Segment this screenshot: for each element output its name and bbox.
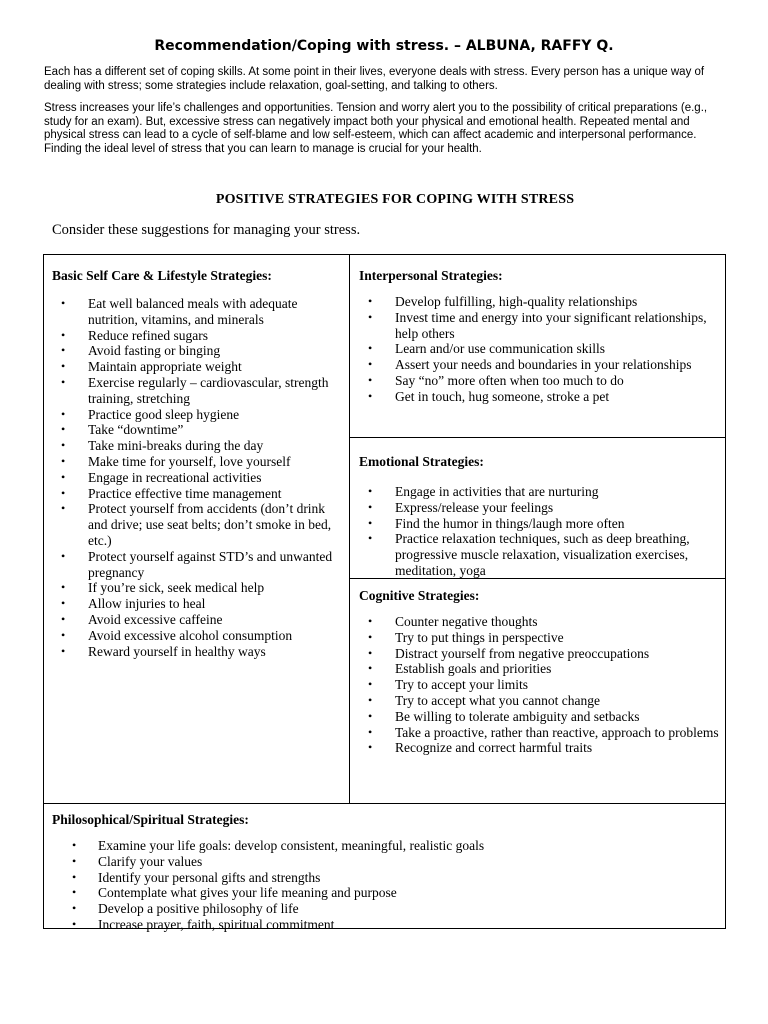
list-item bbox=[359, 373, 721, 389]
list-item-text: Develop a positive philosophy of life bbox=[98, 901, 299, 917]
list-item-text: Practice relaxation techniques, such as deep breathing, progressive muscle relaxation, visualization exercises, meditation, yoga bbox=[395, 531, 690, 578]
bullet-icon: • bbox=[72, 853, 77, 868]
list-item-text: Assert your needs and boundaries in your relationships bbox=[395, 357, 692, 373]
list-item-text: Express/release your feelings bbox=[395, 499, 554, 515]
list-item bbox=[52, 838, 720, 854]
cognitive-strategies-list bbox=[359, 614, 721, 756]
bullet-icon: • bbox=[72, 901, 77, 916]
list-item bbox=[359, 614, 721, 630]
list-item-text: Clarify your values bbox=[98, 853, 203, 869]
list-item bbox=[52, 612, 344, 628]
list-item-text: Get in touch, hug someone, stroke a pet bbox=[395, 388, 610, 404]
interpersonal-strategies-box bbox=[359, 268, 721, 405]
bullet-icon: • bbox=[61, 422, 66, 437]
list-item-text: Try to accept your limits bbox=[395, 677, 528, 693]
list-item bbox=[52, 296, 344, 328]
emotional-strategies-heading: Emotional Strategies: bbox=[359, 454, 484, 469]
list-item bbox=[52, 549, 344, 581]
list-item-text: Engage in recreational activities bbox=[88, 469, 262, 485]
list-item-text: Protect yourself from accidents (don’t drink and drive; use seat belts; don’t smoke in bed, etc.) bbox=[88, 501, 332, 548]
list-item-text: Avoid fasting or binging bbox=[88, 343, 221, 359]
bullet-icon: • bbox=[61, 611, 66, 626]
list-item bbox=[359, 677, 721, 693]
bullet-icon: • bbox=[368, 661, 373, 676]
list-item bbox=[359, 740, 721, 756]
bullet-icon: • bbox=[368, 531, 373, 546]
list-item bbox=[359, 516, 721, 532]
list-item-text: Protect yourself against STD’s and unwanted pregnancy bbox=[88, 548, 333, 580]
basic-strategies-list bbox=[52, 296, 344, 659]
intro-paragraph-1: Each has a different set of coping skills. At some point in their lives, everyone deals with stress. Every person has a unique way of dealing with stress; some strategies include relaxation, goal-setting, and talking to others. bbox=[44, 66, 705, 92]
list-item-text: Eat well balanced meals with adequate nutrition, vitamins, and minerals bbox=[88, 296, 298, 327]
bullet-icon: • bbox=[61, 374, 66, 389]
list-item-text: Avoid excessive alcohol consumption bbox=[88, 627, 293, 643]
list-item-text: Counter negative thoughts bbox=[395, 614, 538, 629]
list-item bbox=[359, 310, 721, 342]
bullet-icon: • bbox=[368, 692, 373, 707]
list-item-text: Invest time and energy into your significant relationships, help others bbox=[395, 309, 707, 341]
list-item-text: Engage in activities that are nurturing bbox=[395, 484, 599, 499]
bullet-icon: • bbox=[368, 484, 373, 498]
list-item-text: Identify your personal gifts and strengths bbox=[98, 869, 321, 885]
figure-subtitle: Consider these suggestions for managing your stress. bbox=[52, 222, 361, 238]
bullet-icon: • bbox=[368, 708, 373, 723]
bullet-icon: • bbox=[72, 916, 77, 931]
emotional-strategies-list bbox=[359, 484, 721, 579]
bullet-icon: • bbox=[368, 341, 373, 356]
bullet-icon: • bbox=[61, 469, 66, 484]
list-item bbox=[52, 917, 720, 933]
bullet-icon: • bbox=[72, 869, 77, 884]
bullet-icon: • bbox=[368, 629, 373, 644]
list-item bbox=[52, 486, 344, 502]
bullet-icon: • bbox=[61, 343, 66, 358]
bullet-icon: • bbox=[61, 406, 66, 421]
list-item-text: Try to accept what you cannot change bbox=[395, 692, 600, 708]
list-item bbox=[359, 693, 721, 709]
interpersonal-strategies-list bbox=[359, 294, 721, 405]
column-divider bbox=[349, 254, 350, 803]
list-item bbox=[52, 644, 344, 660]
list-item bbox=[52, 854, 720, 870]
list-item bbox=[52, 375, 344, 407]
list-item-text: Distract yourself from negative preoccupations bbox=[395, 645, 650, 661]
list-item bbox=[359, 531, 721, 578]
cognitive-strategies-heading: Cognitive Strategies: bbox=[359, 588, 480, 603]
list-item bbox=[52, 407, 344, 423]
bullet-icon: • bbox=[61, 485, 66, 500]
list-item bbox=[359, 389, 721, 405]
bullet-icon: • bbox=[61, 296, 66, 310]
bullet-icon: • bbox=[368, 309, 373, 324]
list-item bbox=[52, 470, 344, 486]
list-item bbox=[52, 359, 344, 375]
list-item-text: Take a proactive, rather than reactive, approach to problems bbox=[395, 724, 719, 740]
bullet-icon: • bbox=[61, 327, 66, 342]
list-item bbox=[359, 725, 721, 741]
emotional-strategies-box bbox=[359, 454, 721, 579]
list-item bbox=[52, 501, 344, 548]
list-item bbox=[359, 500, 721, 516]
list-item bbox=[52, 901, 720, 917]
interpersonal-strategies-heading: Interpersonal Strategies: bbox=[359, 268, 503, 283]
bullet-icon: • bbox=[368, 388, 373, 403]
list-item bbox=[52, 580, 344, 596]
bullet-icon: • bbox=[368, 294, 373, 308]
list-item bbox=[359, 294, 721, 310]
bullet-icon: • bbox=[368, 677, 373, 692]
basic-strategies-heading: Basic Self Care & Lifestyle Strategies: bbox=[52, 268, 272, 283]
list-item-text: Contemplate what gives your life meaning and purpose bbox=[98, 885, 397, 901]
bullet-icon: • bbox=[61, 453, 66, 468]
list-item bbox=[52, 870, 720, 886]
list-item bbox=[52, 422, 344, 438]
bullet-icon: • bbox=[368, 645, 373, 660]
list-item bbox=[359, 630, 721, 646]
list-item-text: Find the humor in things/laugh more often bbox=[395, 515, 625, 531]
list-item-text: Try to put things in perspective bbox=[395, 629, 564, 645]
row-divider-bottom bbox=[43, 803, 726, 804]
figure-title: POSITIVE STRATEGIES FOR COPING WITH STRESS bbox=[215, 192, 575, 207]
list-item-text: Practice effective time management bbox=[88, 485, 282, 501]
philosophical-strategies-heading: Philosophical/Spiritual Strategies: bbox=[52, 812, 249, 827]
list-item-text: If you’re sick, seek medical help bbox=[88, 580, 265, 596]
bullet-icon: • bbox=[61, 596, 66, 611]
bullet-icon: • bbox=[61, 643, 66, 658]
list-item bbox=[52, 438, 344, 454]
list-item bbox=[359, 484, 721, 500]
list-item bbox=[359, 646, 721, 662]
list-item-text: Develop fulfilling, high-quality relationships bbox=[395, 294, 638, 309]
bullet-icon: • bbox=[61, 548, 66, 563]
list-item-text: Be willing to tolerate ambiguity and setbacks bbox=[395, 708, 640, 724]
intro-paragraph-2: Stress increases your life’s challenges and opportunities. Tension and worry alert you to the possibility of critical preparations (e.g., study for an exam). But, excessive stress can negatively impact both your physical and emotional health. Repeated mental and physical stress can lead to a cycle of self-blame and low self-esteem, which can affect academic and interpersonal performance. Finding the ideal level of stress that you can learn to manage is crucial for your health. bbox=[44, 102, 708, 155]
bullet-icon: • bbox=[72, 838, 77, 852]
list-item bbox=[52, 885, 720, 901]
list-item-text: Exercise regularly – cardiovascular, strength training, stretching bbox=[88, 374, 329, 406]
list-item-text: Examine your life goals: develop consistent, meaningful, realistic goals bbox=[98, 838, 485, 853]
list-item-text: Take mini-breaks during the day bbox=[88, 438, 264, 454]
bullet-icon: • bbox=[368, 357, 373, 372]
philosophical-strategies-box bbox=[52, 812, 720, 933]
list-item-text: Practice good sleep hygiene bbox=[88, 406, 240, 422]
list-item bbox=[52, 328, 344, 344]
bullet-icon: • bbox=[368, 724, 373, 739]
bullet-icon: • bbox=[368, 740, 373, 755]
bullet-icon: • bbox=[61, 580, 66, 595]
bullet-icon: • bbox=[368, 515, 373, 530]
list-item-text: Reward yourself in healthy ways bbox=[88, 643, 266, 659]
list-item bbox=[359, 341, 721, 357]
bullet-icon: • bbox=[61, 438, 66, 453]
list-item bbox=[359, 709, 721, 725]
list-item-text: Make time for yourself, love yourself bbox=[88, 453, 291, 469]
list-item-text: Establish goals and priorities bbox=[395, 661, 552, 677]
cognitive-strategies-box bbox=[359, 588, 721, 756]
bullet-icon: • bbox=[61, 501, 66, 516]
philosophical-strategies-list bbox=[52, 838, 720, 933]
list-item bbox=[359, 357, 721, 373]
list-item-text: Avoid excessive caffeine bbox=[88, 611, 223, 627]
list-item bbox=[359, 661, 721, 677]
list-item-text: Allow injuries to heal bbox=[88, 596, 206, 612]
bullet-icon: • bbox=[72, 885, 77, 900]
list-item-text: Reduce refined sugars bbox=[88, 327, 208, 343]
page-title: Recommendation/Coping with stress. – ALBUNA, RAFFY Q. bbox=[154, 38, 614, 54]
basic-strategies-box bbox=[52, 268, 344, 659]
list-item-text: Maintain appropriate weight bbox=[88, 359, 242, 375]
bullet-icon: • bbox=[368, 372, 373, 387]
list-item bbox=[52, 628, 344, 644]
bullet-icon: • bbox=[368, 614, 373, 628]
list-item bbox=[52, 343, 344, 359]
list-item-text: Say “no” more often when too much to do bbox=[395, 372, 624, 388]
bullet-icon: • bbox=[368, 499, 373, 514]
list-item-text: Learn and/or use communication skills bbox=[395, 341, 605, 357]
list-item bbox=[52, 454, 344, 470]
bullet-icon: • bbox=[61, 359, 66, 374]
list-item-text: Recognize and correct harmful traits bbox=[395, 740, 593, 756]
list-item-text: Take “downtime” bbox=[88, 422, 184, 438]
list-item-text: Increase prayer, faith, spiritual commitment bbox=[98, 916, 335, 932]
list-item bbox=[52, 596, 344, 612]
bullet-icon: • bbox=[61, 627, 66, 642]
row-divider-interpersonal bbox=[350, 437, 726, 438]
